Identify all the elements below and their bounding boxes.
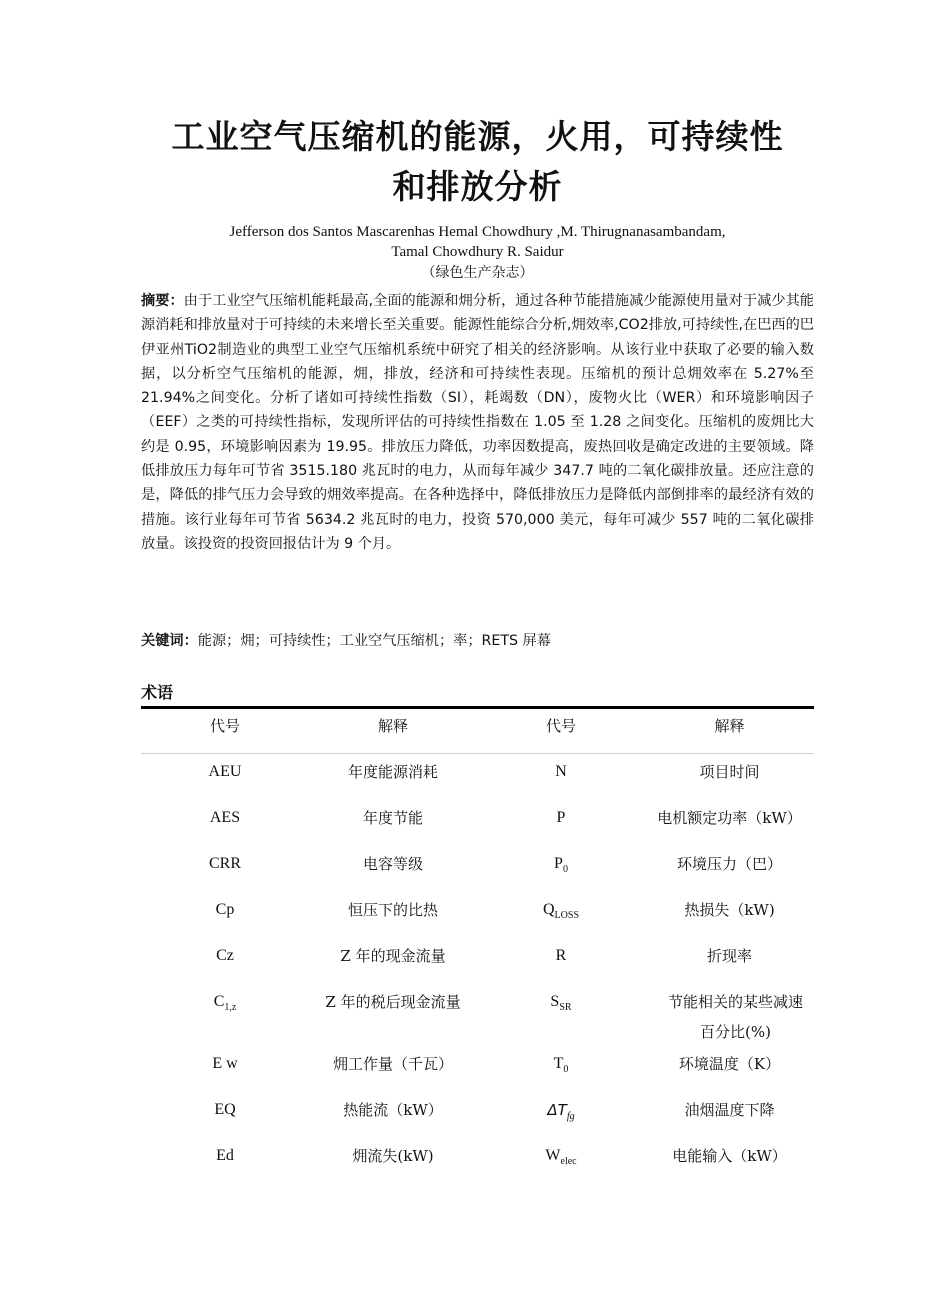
symbol-cell: $P_0$: [554, 855, 568, 876]
symbol-cell: P: [556, 809, 566, 826]
meaning-cell: 㶲工作量（千瓦）: [332, 1055, 453, 1073]
meaning-cell: 热损失（kW): [684, 901, 775, 919]
journal-name: （绿色生产杂志）: [421, 265, 534, 281]
symbol-cell: AEU: [208, 763, 242, 780]
symbol-cell: Ed: [216, 1147, 234, 1164]
meaning-cell: 环境温度（K）: [678, 1055, 781, 1073]
symbol-cell: AES: [209, 809, 241, 826]
meaning-cell: 项目时间: [699, 763, 760, 781]
authors-line2: Tamal Chowdhury R. Saidur: [391, 244, 564, 260]
symbol-cell: $\Delta T_{fg}$: [547, 1101, 575, 1123]
meaning-cell: Z 年的现金流量: [340, 947, 446, 965]
table-row: [141, 985, 814, 1047]
table-row: [141, 1047, 814, 1093]
symbol-cell: $S_{SR}$: [550, 993, 572, 1014]
keywords: [141, 630, 814, 652]
symbol-cell: Cp: [215, 901, 235, 918]
meaning-cell: 节能相关的某些减速百分比(%): [667, 993, 803, 1041]
nomenclature-table: [141, 709, 814, 1185]
symbol-cell: $C_{1,z}$: [213, 993, 237, 1014]
abstract: [141, 289, 814, 556]
meaning-cell: 折现率: [706, 947, 752, 965]
meaning-cell: 年度能源消耗: [347, 763, 438, 781]
meaning-cell: 电能输入（kW）: [672, 1147, 787, 1165]
symbol-cell: N: [555, 763, 567, 780]
table-row: [141, 939, 814, 985]
meaning-cell: 㶲流失(kW): [352, 1147, 434, 1165]
symbol-cell: CRR: [208, 855, 241, 872]
abstract-text: 由于工业空气压缩机能耗最高,全面的能源和㶲分析，通过各种节能措施减少能源使用量对于减少其能源消耗和排放量对于可持续的未来增长至关重要。能源性能综合分析,㶲效率,CO2排放,可持续性,在巴西的巴伊亚州TiO2制造业的典型工业空气压缩机系统中研究了相关的经济影响。从该行业中获取了必要的输入数据，以分析空气压缩机的能源，㶲，排放，经济和可持续性表现。压缩机的预计总㶲效率在 5.27%至 21.94%之间变化。分析了诸如可持续性指数（SI），耗竭数（DN），废物火比（WER）和环境影响因子（EEF）之类的可持续性指标，发现所评估的可持续性指数在 1.05 至 1.28 之间变化。压缩机的废㶲比大约是 0.95，环境影响因素为 19.95。排放压力降低，功率因数提高，废热回收是确定改进的主要领域。降低排放压力每年可节省 3515.180 兆瓦时的电力，从而每年减少 347.7 吨的二氧化碳排放量。还应注意的是，降低的排气压力会导致的㶲效率提高。在各种选择中，降低排放压力是降低内部倒排率的最经济有效的措施。该行业每年可节省 5634.2 兆瓦时的电力，投资 570,000 美元，每年可减少 557 吨的二氧化碳排放量。该投资的投资回报估计为 9 个月。: [141, 293, 814, 552]
meaning-cell: Z 年的税后现金流量: [325, 993, 461, 1011]
table-header-row: [141, 709, 814, 755]
table-row: [141, 847, 814, 893]
meaning-cell: 恒压下的比热: [347, 901, 438, 919]
meaning-cell: 环境压力（巴）: [676, 855, 782, 873]
symbol-cell: $Q_{LOSS}$: [542, 901, 579, 922]
symbol-cell: R: [555, 947, 567, 964]
header-meaning-2: 解释: [714, 717, 745, 735]
terms-heading: 术语: [141, 683, 174, 702]
symbol-cell: $W_{elec}$: [545, 1147, 577, 1168]
meaning-cell: 电容等级: [362, 855, 423, 873]
header-symbol-1: 代号: [209, 717, 240, 735]
meaning-cell: 电机额定功率（kW）: [657, 809, 802, 827]
abstract-label: 摘要：: [141, 293, 184, 309]
header-symbol-2: 代号: [545, 717, 576, 735]
authors-line1: Jefferson dos Santos Mascarenhas Hemal Chowdhury ,M. Thirugnanasambandam,: [229, 224, 726, 240]
meaning-cell: 热能流（kW）: [343, 1101, 443, 1119]
meaning-cell: 年度节能: [362, 809, 423, 827]
table-row: [141, 1093, 814, 1139]
keywords-text: 能源；㶲；可持续性；工业空气压缩机；率；RETS 屏幕: [197, 633, 551, 649]
table-row: [141, 755, 814, 801]
symbol-cell: E w: [212, 1055, 238, 1072]
keywords-label: 关键词：: [141, 633, 198, 649]
symbol-cell: Cz: [216, 947, 234, 964]
paper-title-line1: 工业空气压缩机的能源，火用，可持续性: [171, 117, 784, 156]
header-meaning-1: 解释: [377, 717, 408, 735]
symbol-cell: $T_0$: [553, 1055, 569, 1076]
meaning-cell: 油烟温度下降: [684, 1101, 775, 1119]
table-row: [141, 1139, 814, 1185]
table-row: [141, 801, 814, 847]
paper-title-line2: 和排放分析: [392, 167, 563, 206]
table-row: [141, 893, 814, 939]
symbol-cell: EQ: [214, 1101, 236, 1118]
authors: [141, 222, 814, 262]
